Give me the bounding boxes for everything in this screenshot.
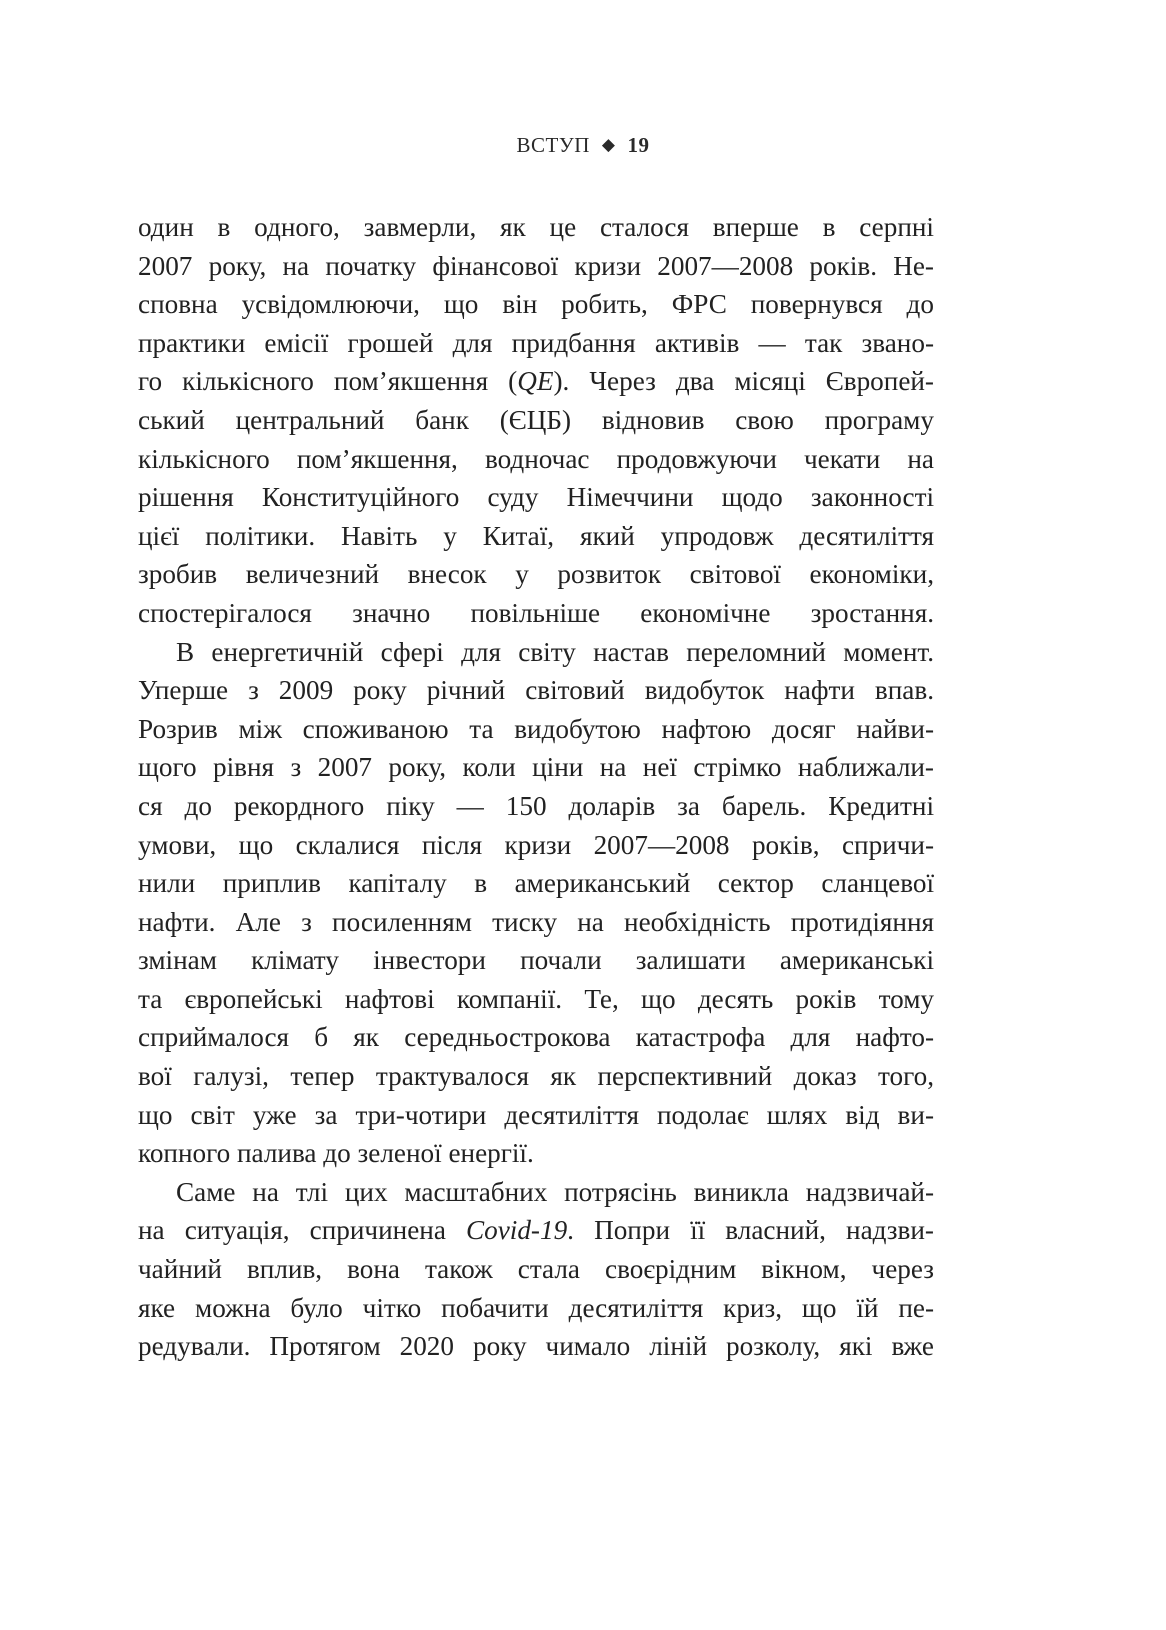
text-line: нили приплив капіталу в американський сектор сланцевої [138,868,934,899]
text-line: сприймалося б як середньострокова катастрофа для нафто- [138,1022,934,1053]
body-text [138,208,934,1366]
section-title: ВСТУП [516,133,590,157]
text-line: на ситуація, спричинена Covid-19. Попри її власний, надзви- [138,1215,934,1246]
text-line: рішення Конституційного суду Німеччини щодо законності [138,482,934,513]
text-line: зробив величезний внесок у розвиток світової економіки, [138,559,934,590]
italic-term: QE [517,366,554,397]
text-line: практики емісії грошей для придбання активів — так звано- [138,327,934,358]
text-line: один в одного, завмерли, як це сталося вперше в серпні [138,212,934,242]
paragraph-start-line: Саме на тлі цих масштабних потрясінь виникла надзвичай- [176,1176,934,1207]
text-line: та європейські нафтові компанії. Те, що десять років тому [138,983,934,1014]
text-line: умови, що склалися після кризи 2007—2008 років, спричи- [138,829,934,860]
text-line: нафти. Але з посиленням тиску на необхідність протидіяння [138,906,934,937]
text-line: спостерігалося значно повільніше економічне зростання. [138,597,934,628]
text-line: ся до рекордного піку — 150 доларів за барель. Кредитні [138,790,934,821]
running-head [0,133,1166,158]
text-line: вої галузі, тепер трактувалося як перспективний доказ того, [138,1061,934,1092]
paragraph-end-line: копного палива до зеленої енергії. [138,1138,534,1169]
text-line: яке можна було чітко побачити десятиліття криз, що їй пе- [138,1292,934,1323]
text-line: Розрив між споживаною та видобутою нафтою досяг найви- [138,713,934,744]
text-line: редували. Протягом 2020 року чимало ліній розколу, які вже [138,1331,934,1362]
italic-term: Covid-19 [465,1215,568,1246]
text-line: го кількісного пом’якшення (QE). Через два місяці Європей- [138,366,934,397]
text-line: кількісного пом’якшення, водночас продовжуючи чекати на [138,443,934,474]
text-line: цієї політики. Навіть у Китаї, який упродовж десятиліття [138,520,934,551]
text-line: змінам клімату інвестори почали залишати американські [138,945,934,976]
text-line: сповна усвідомлюючи, що він робить, ФРС повернувся до [138,289,934,320]
text-line: 2007 року, на початку фінансової кризи 2007—2008 років. Не- [138,250,934,281]
text-line: щого рівня з 2007 року, коли ціни на неї стрімко наближали- [138,752,934,783]
text-line: чайний вплив, вона також стала своєрідним вікном, через [138,1254,934,1285]
text-line: що світ уже за три-чотири десятиліття подолає шлях від ви- [138,1099,934,1130]
diamond-separator-icon: ◆ [601,135,616,154]
text-line: ський центральний банк (ЄЦБ) відновив свою програму [138,404,934,435]
paragraph-start-line: В енергетичній сфері для світу настав переломний момент. [176,636,934,667]
page-number: 19 [627,133,650,157]
text-line: Уперше з 2009 року річний світовий видобуток нафти впав. [138,675,934,706]
